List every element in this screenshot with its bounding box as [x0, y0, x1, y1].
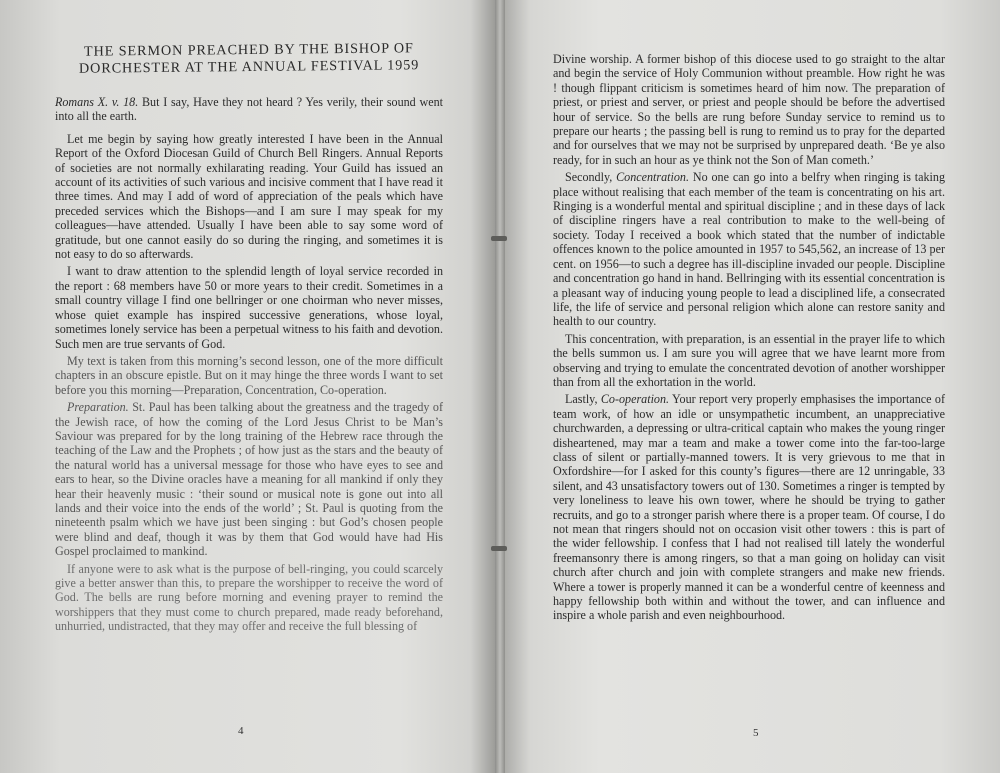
page-number-left: 4 [238, 725, 244, 737]
left-body-text [55, 95, 443, 634]
paragraph-body: St. Paul has been talking about the greatness and the tragedy of the Jewish race, of how the coming of the Lord Jesus Christ to be Man’s Saviour was prepared for by the long training of the Hebrew race through the teaching of the Law and the Prophets ; of how just as the stars and the beauty of the natural world has a universal message for those who have eyes to see and ears to hear, so the Divine oracles have a meaning for all mankind if only they hear their heavenly music : ‘their sound or musical note is gone out into all lands and their voice into the ends of the world’ ; St. Paul is quoting from the nineteenth psalm which we have just been singing : but God’s chosen people were blind and deaf, though it was by them that God would have had His Gospel proclaimed to mankind. [55, 400, 443, 559]
paragraph [553, 392, 945, 623]
section-lead-cooperation: Co-operation. [600, 392, 670, 407]
paragraph: I want to draw attention to the splendid length of loyal service recorded in the report : 68 members have 50 or more years to their credit. Sometimes in a small country village I find one bellringer or one choirman who never misses, whose quiet example has inspired successive generations, whose loyal, sometimes lonely service has been a perpetual witness to his faith and devotion. Such men are true servants of God. [55, 264, 443, 351]
epigraph [55, 95, 443, 124]
sermon-title: THE SERMON PREACHED BY THE BISHOP OF DORCHESTER AT THE ANNUAL FESTIVAL 1959 [78, 40, 420, 77]
left-column [55, 42, 443, 637]
right-page [505, 0, 1000, 773]
section-lead-preparation: Preparation. [67, 400, 129, 415]
section-lead-concentration: Concentration. [616, 170, 690, 185]
paragraph: If anyone were to ask what is the purpose of bell-ringing, you could scarcely give a better answer than this, to prepare the worshipper to receive the word of God. The bells are rung before morning and evening prayer to remind the worshippers that they must come to church prepared, made ready beforehand, unhurried, undistracted, that they may offer and receive the full blessing of [55, 561, 443, 634]
paragraph [55, 400, 443, 558]
paragraph: Divine worship. A former bishop of this diocese used to go straight to the altar and begin the service of Holy Communion without preamble. How right he was ! though flippant criticism is sometimes heard of him now. The preparation of priest, or priest and server, or priest and people should be before the advertised hour of service. So the bells are rung before Sunday service to remind us to prepare our hearts ; the passing bell is rung to remind us to pray for the departed and for ourselves that we may not be surprised by unprepared death. ‘Be ye also ready, for in such an hour as ye think not the Son of Man cometh.’ [553, 52, 945, 167]
paragraph: This concentration, with preparation, is an essential in the prayer life to which the bells summon us. I am sure you will agree that we have learnt more from observing and trying to emulate the concentrated devotion of another worshipper than from all the exhortation in the world. [553, 331, 945, 389]
left-page [0, 0, 495, 773]
paragraph [553, 170, 945, 328]
paragraph-body: Your report very properly emphasises the importance of team work, of how an idle or unsympathetic incumbent, an unappreciative churchwarden, a depressing or ultra-critical captain who makes the young ringer disheartened, may mar a team and make a tower come into the far-too-large class of silent or partially-manned towers. It is very grievous to me that in Oxfordshire—for I asked for this county’s figures—there are 12 unringable, 33 silent, and 43 unsatisfactory towers out of 130. Sometimes a ringer is tempted by very loneliness to leave his own tower, where he should be trying to gather recruits, and go to a stronger parish where there is a proper team. Of course, I do not mean that ringers should not on occasion visit other towers : this is part of the wider fellowship. I confess that I had not realised till lately the wonderful freemansonry there is among ringers, so that a man going on holiday can visit church after church and join with complete strangers and make new friends. Where a tower is properly manned it can be a wonderful centre of keenness and happy fellowship both within and without the tower, and can influence and inspire a whole parish and even neighbourhood. [553, 392, 945, 623]
paragraph-prefix: Secondly, [565, 170, 613, 185]
right-body-text [553, 52, 945, 623]
scripture-reference: Romans X. v. 18. [55, 95, 139, 109]
paragraph-prefix: Lastly, [565, 392, 598, 407]
paragraph: My text is taken from this morning’s second lesson, one of the more difficult chapters in an obscure epistle. But on it may hinge the three words I want to set before you this morning—Preparation, Concentration, Co-operation. [55, 353, 443, 397]
paragraph-body: No one can go into a belfry when ringing is taking place without realising that each member of the team is concentrating on his art. Ringing is a wonderful mental and spiritual discipline ; and in these days of lack of discipline ringers have a real contribution to make to the well-being of society. Today I received a book which stated that the number of indictable offences known to the police amounted in 1957 to 545,562, an increase of 13 per cent. on 1956—to such a degree has ill-discipline invaded our people. Discipline and concentration go hand in hand. Bellringing with its essential concentration is a pleasant way of inducing young people to lead a disciplined life, a consecrated life, the life of service and personal religion which alone can restore sanity and health to our country. [553, 170, 945, 329]
page-number-right: 5 [753, 727, 759, 739]
paragraph: Let me begin by saying how greatly interested I have been in the Annual Report of the Oxford Diocesan Guild of Church Bell Ringers. Annual Reports of societies are not normally exhilarating reading. Your Guild has issued an account of its activities of such various and incisive comment that I have read it three times. And may I add of word of appreciation of the peals which have preceded services which the Bishops—and I am sure I may speak for my colleagues—have attended. Usually I have been able to say some word of gratitude, but one cannot easily do so during the ringing, and sometimes it is not easy to do so afterwards. [55, 131, 443, 262]
right-column [553, 52, 945, 626]
book-gutter [495, 0, 505, 773]
scripture-quote: But I say, Have they not heard ? Yes verily, their sound went into all the earth. [55, 95, 443, 124]
